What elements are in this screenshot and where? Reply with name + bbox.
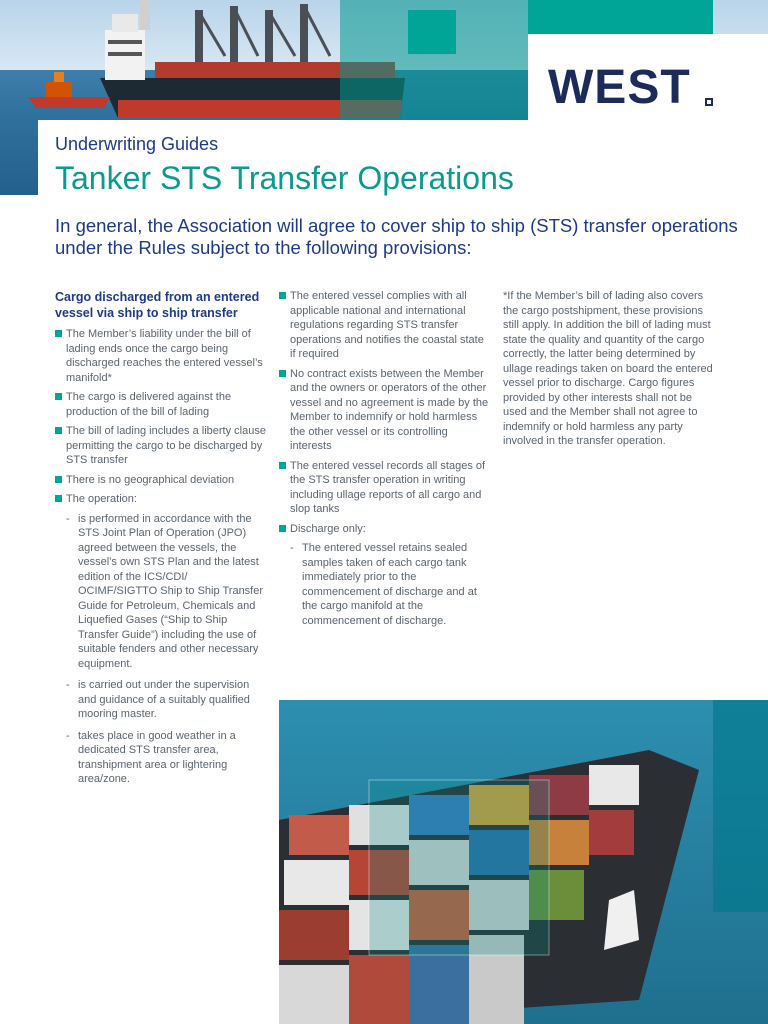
list-item: The operation: [55, 492, 267, 507]
sub-list-item: - is carried out under the supervision and guidance of a suitably qualified mooring master. [66, 679, 250, 720]
dash-bullet: - [66, 512, 70, 525]
column-3 [503, 289, 713, 449]
square-bullet-icon [279, 525, 286, 532]
teal-accent-square [408, 10, 456, 54]
square-bullet-icon [55, 495, 62, 502]
list-item: The entered vessel complies with all applicable national and international regulations regarding STS transfer operations and notifies the coastal state if required [279, 289, 491, 362]
sub-list-item: - takes place in good weather in a dedicated STS transfer area, transhipment area or lightering area/zone. [66, 729, 236, 785]
west-logo[interactable]: WEST [548, 61, 691, 114]
teal-header-bar [528, 0, 713, 34]
square-bullet-icon [55, 330, 62, 337]
container-ship-photo [279, 700, 768, 1024]
list-item: The entered vessel records all stages of the STS transfer operation in writing including ullage reports of all cargo and slop tanks [279, 459, 491, 517]
column-1 [55, 289, 267, 794]
list-item: The bill of lading includes a liberty clause permitting the cargo to be discharged by STS transfer [55, 424, 267, 468]
page-title: Tanker STS Transfer Operations [55, 160, 514, 196]
square-bullet-icon [279, 292, 286, 299]
footnote: *If the Member’s bill of lading also covers the cargo postshipment, these provisions still apply. In addition the bill of lading must state the quality and quantity of the cargo correctly, the latter being determined by ullage readings taken on board the entered vessel prior to discharge. Cargo figures provided by other interests shall not be used and the Member shall not agree to indemnify or hold harmless any party involved in the transfer operation. [503, 290, 713, 447]
square-bullet-icon [55, 427, 62, 434]
list-item: The cargo is delivered against the production of the bill of lading [55, 390, 267, 419]
list-item: No contract exists between the Member and the owners or operators of the other vessel and no agreement is made by the Member to indemnify or hold harmless the other vessel or its controlling interests [279, 367, 491, 454]
square-bullet-icon [279, 370, 286, 377]
column-2 [279, 289, 491, 635]
sub-list-item: - is performed in accordance with the STS Joint Plan of Operation (JPO) agreed between the vessels, the vessel’s own STS Plan and the latest edition of the ICS/CDI/ OCIMF/SIGTTO Ship to Ship Transfer Guide for Petroleum, Chemicals and Liquefied Gases (“Ship to Ship Transfer Guide”) including the use of suitable fenders and other necessary equipment. [66, 512, 264, 670]
dash-bullet: - [66, 729, 70, 742]
container-ship-illustration [279, 700, 768, 1024]
section-kicker: Underwriting Guides [55, 134, 219, 154]
dash-bullet: - [290, 542, 294, 554]
dash-bullet: - [66, 679, 70, 691]
column-heading: Cargo discharged from an entered vessel via ship to ship transfer [55, 290, 260, 320]
sub-list-item: - The entered vessel retains sealed samples taken of each cargo tank immediately prior to the commencement of discharge and at the cargo manifold at the commencement of discharge. [290, 542, 477, 627]
intro-paragraph: In general, the Association will agree to cover ship to ship (STS) transfer operations under the Rules subject to the following provisions: [55, 215, 738, 258]
square-bullet-icon [55, 393, 62, 400]
list-item: There is no geographical deviation [55, 473, 267, 488]
list-item: The Member’s liability under the bill of lading ends once the cargo being discharged reaches the entered vessel’s manifold* [55, 327, 267, 385]
west-logo-icon [705, 98, 713, 106]
square-bullet-icon [279, 462, 286, 469]
square-bullet-icon [55, 476, 62, 483]
list-item: Discharge only: [279, 522, 491, 537]
teal-edge-panel [713, 700, 768, 912]
